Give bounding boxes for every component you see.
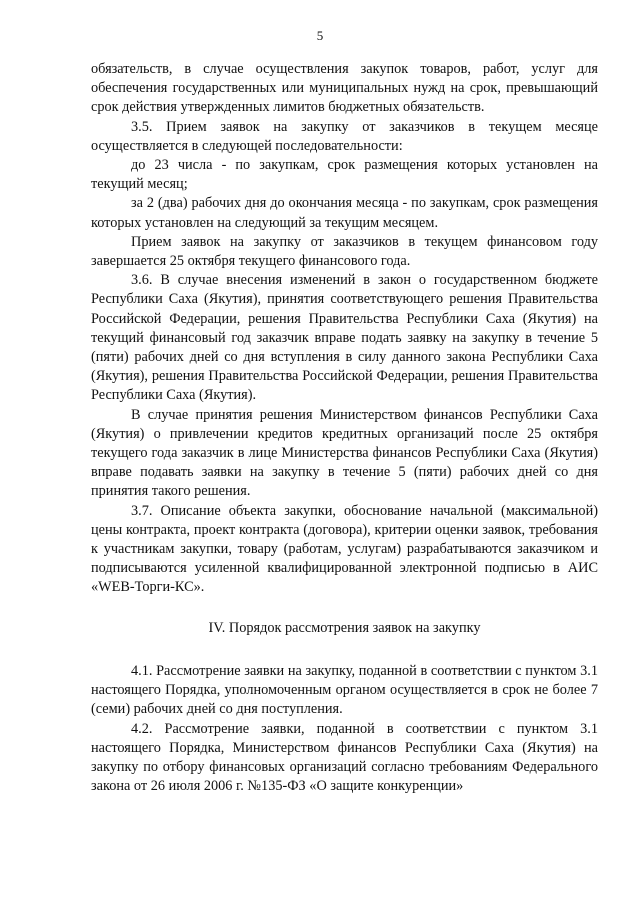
paragraph-3-7: 3.7. Описание объекта закупки, обоснование начальной (максимальной) цены контракта, проект контракта (договора), критерии оценки заявок, требования к участникам закупки, товару (работам, услугам) разрабатываются заказчиком и подписываются усиленной квалифицированной электронной подписью в АИС «WEB-Торги-КС». [91,502,598,596]
paragraph-3-5-item-1: до 23 числа - по закупкам, срок размещения которых установлен на текущий месяц; [91,157,598,193]
paragraph-3-5-item-2: за 2 (два) рабочих дня до окончания месяца - по закупкам, срок размещения которых установлен на следующий за текущим месяцем. [91,195,598,231]
paragraph-3-6-credits: В случае принятия решения Министерством финансов Республики Саха (Якутия) о привлечении кредитов кредитных организаций после 25 октября текущего года заказчик в лице Министерства финансов Республики Саха (Якутия) вправе подавать заявки на закупку в течение 5 (пяти) рабочих дней со дня принятия такого решения. [91,406,598,500]
paragraph-4-2: 4.2. Рассмотрение заявки, поданной в соответствии с пунктом 3.1 настоящего Порядка, Министерством финансов Республики Саха (Якутия) на закупку по отбору финансовых организаций согласно требованиям Федерального закона от 26 июля 2006 г. №135-ФЗ «О защите конкуренции» [91,720,598,795]
document-body [91,60,598,796]
section-heading: IV. Порядок рассмотрения заявок на закупку [208,619,481,636]
paragraph-4-1: 4.1. Рассмотрение заявки на закупку, поданной в соответствии с пунктом 3.1 настоящего Порядка, уполномоченным органом осуществляется в срок не более 7 (семи) рабочих дней со дня поступления. [91,662,598,718]
paragraph-3-5-deadline: Прием заявок на закупку от заказчиков в текущем финансовом году завершается 25 октября текущего финансового года. [91,233,598,270]
paragraph-continuation: обязательств, в случае осуществления закупок товаров, работ, услуг для обеспечения государственных или муниципальных нужд на срок, превышающий срок действия утвержденных лимитов бюджетных обязательств. [91,61,598,116]
paragraph-3-6: 3.6. В случае внесения изменений в закон о государственном бюджете Республики Саха (Якутия), принятия соответствующего решения Правительства Российской Федерации, решения Правительства Республики Саха (Якутия) на текущий финансовый год заказчик вправе подать заявку на закупку в течение 5 (пяти) рабочих дней со дня вступления в силу данного закона Республики Саха (Якутия), решения Правительства Российской Федерации, решения Правительства Республики Саха (Якутия). [91,272,598,404]
paragraph-3-5: 3.5. Прием заявок на закупку от заказчиков в текущем месяце осуществляется в следующей последовательности: [91,118,598,154]
page-number: 5 [316,28,324,43]
